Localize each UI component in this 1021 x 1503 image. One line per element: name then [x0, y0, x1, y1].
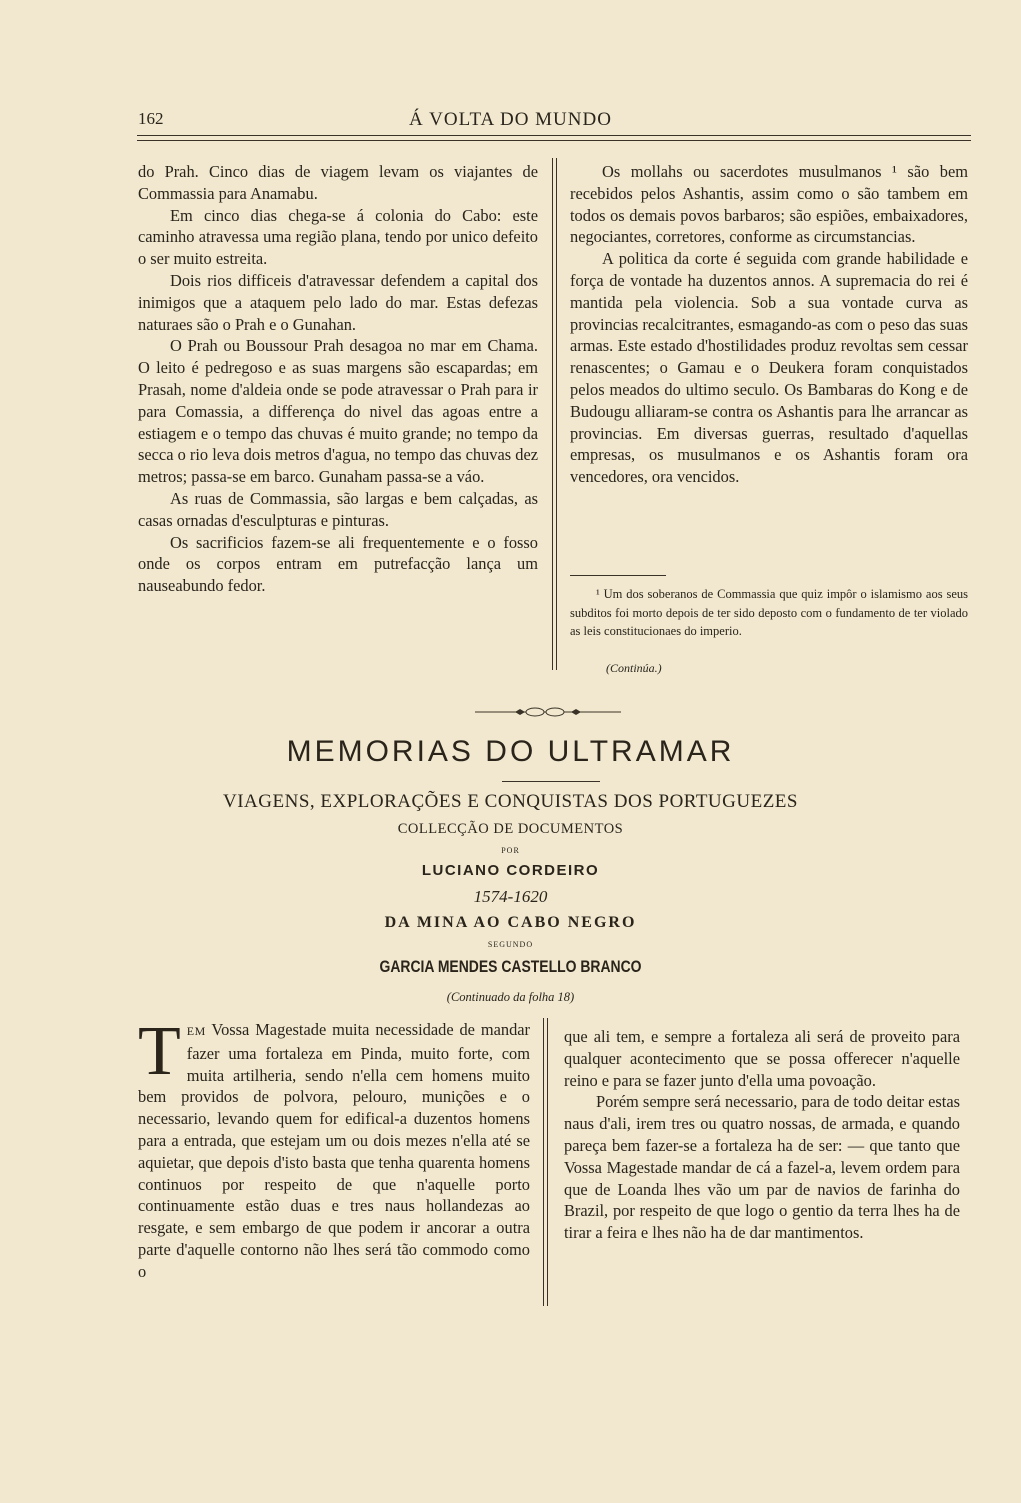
column-divider — [552, 158, 553, 670]
segundo-label: SEGUNDO — [487, 940, 534, 949]
top-right-column — [570, 161, 968, 488]
first-word-rest: EM — [186, 1024, 206, 1038]
column-divider — [547, 1018, 548, 1306]
section-title: DA MINA AO CABO NEGRO — [384, 914, 637, 931]
header-rule — [137, 135, 971, 136]
paragraph: Os sacrificios fazem-se ali frequentemente e o fosso onde os corpos entram em putrefacção lança um nauseabundo fedor. — [138, 532, 538, 596]
page-number: 162 — [138, 109, 164, 128]
paragraph: O Prah ou Boussour Prah desagoa no mar em Chama. O leito é pedregoso e as suas margens são escapardas; em Prasah, nome d'aldeia onde se pode atravessar o Prah para ir para Comassia, a differença do nivel das agoas entre a estiagem e o tempo das chuvas é muito grande; no tempo da secca o rio leva dois metros d'agua, no tempo das chuvas dez metros; passa-se em barco. Gunaham passa-se a váo. — [138, 336, 538, 487]
column-divider — [543, 1018, 544, 1306]
bottom-left-column — [138, 1013, 530, 1283]
paragraph: Porém sempre será necessario, para de todo deitar estas naus d'ali, irem tres ou quatro nossas, de armada, e quando pareça bem fazer-se a fortaleza ha de ser: — que tanto que Vossa Magestade mandar de cá a fazel-a, levem ordem para que de Loanda lhes vão um par de navios de farinha do Brazil, por respeito de que logo o gentio da terra lhes ha de tirar a feira e lhes não ha de dar mantimentos. — [564, 1092, 960, 1243]
footnote-rule — [570, 575, 666, 576]
paragraph: Em cinco dias chega-se á colonia do Cabo: este caminho atravessa uma região plana, tendo por unico defeito o ser muito estreita. — [138, 205, 538, 269]
bottom-right-column — [564, 1026, 960, 1244]
paragraph: que ali tem, e sempre a fortaleza ali será de proveito para qualquer acontecimento que se possa offerecer n'aquelle reino e para se fazer junto d'ella uma povoação. — [564, 1027, 960, 1090]
years-range: 1574-1620 — [473, 887, 548, 906]
paragraph: As ruas de Commassia, são largas e bem calçadas, as casas ornadas d'esculpturas e pinturas. — [138, 488, 538, 530]
title-rule — [502, 781, 600, 782]
footnote: ¹ Um dos soberanos de Commassia que quiz impôr o islamismo aos seus subditos foi morto depois de ter sido deposto com o fundamento de ter violado as leis constitucionaes do imperio. — [570, 587, 968, 638]
continua-note: (Continúa.) — [606, 661, 662, 675]
paragraph: A politica da corte é seguida com grande habilidade e força de vontade ha duzentos annos. A supremacia do rei é mantida pela violencia. Sob a sua vontade curva as provincias recalcitrantes, esmagando-as com o peso das suas armas. Este estado d'hostilidades produz revoltas sem cessar renascentes; o Gamau e o Deukera foram conquistados pelos meados do ultimo seculo. Os Bambaras do Kong e de Budougu alliaram-se contra os Ashantis para lhe arrancar as provincias. Em diversas guerras, resultado d'aquellas empresas, os musulmanos e os Ashantis foram ora vencedores, ora vencidos. — [570, 249, 968, 487]
ornament-divider — [475, 703, 621, 721]
running-title: Á VOLTA DO MUNDO — [409, 109, 612, 130]
paragraph: Os mollahs ou sacerdotes musulmanos ¹ são bem recebidos pelos Ashantis, assim como o são tambem em todos os demais povos barbaros; são espiões, embaixadores, negociantes, corretores, conforme as circumstancias. — [570, 162, 968, 247]
drop-cap: T — [138, 1013, 181, 1090]
author-name: LUCIANO CORDEIRO — [421, 862, 600, 879]
continued-note: (Continuado da folha 18) — [446, 990, 575, 1004]
top-left-column — [138, 161, 538, 597]
collection-label: COLLECÇÃO DE DOCUMENTOS — [397, 821, 624, 837]
paragraph: Dois rios difficeis d'atravessar defendem a capital dos inimigos que a ataquem pelo lado do mar. Estas defezas naturaes são o Prah e o Gunahan. — [138, 270, 538, 334]
header-rule-double — [137, 140, 971, 141]
paragraph-text: Vossa Magestade muita necessidade de mandar fazer uma fortaleza em Pinda, muito forte, com muita artilheria, sendo n'ella cem homens muito bem providos de polvora, pelouro, munições e o necessario, levando quem for edifical-a duzentos homens para a entrada, que estejam um ou dois mezes n'ella até se aquietar, que depois d'isto basta que tenha quarenta homens continuos por respeito de que n'aquelle porto continuamente estão duas e tres naus hollandezas ao resgate, e sem embargo de que podem ir ancorar a outra parte d'aquelle contorno não lhes será tão commodo como o — [138, 1020, 530, 1281]
paragraph: do Prah. Cinco dias de viagem levam os viajantes de Commassia para Anamabu. — [138, 162, 538, 203]
source-author: GARCIA MENDES CASTELLO BRANCO — [379, 957, 642, 976]
paragraph — [138, 1013, 530, 1283]
article-title: MEMORIAS DO ULTRAMAR — [286, 735, 735, 768]
por-label: POR — [501, 846, 520, 855]
column-divider — [556, 158, 557, 670]
article-subtitle: VIAGENS, EXPLORAÇÕES E CONQUISTAS DOS PORTUGUEZES — [223, 791, 798, 812]
